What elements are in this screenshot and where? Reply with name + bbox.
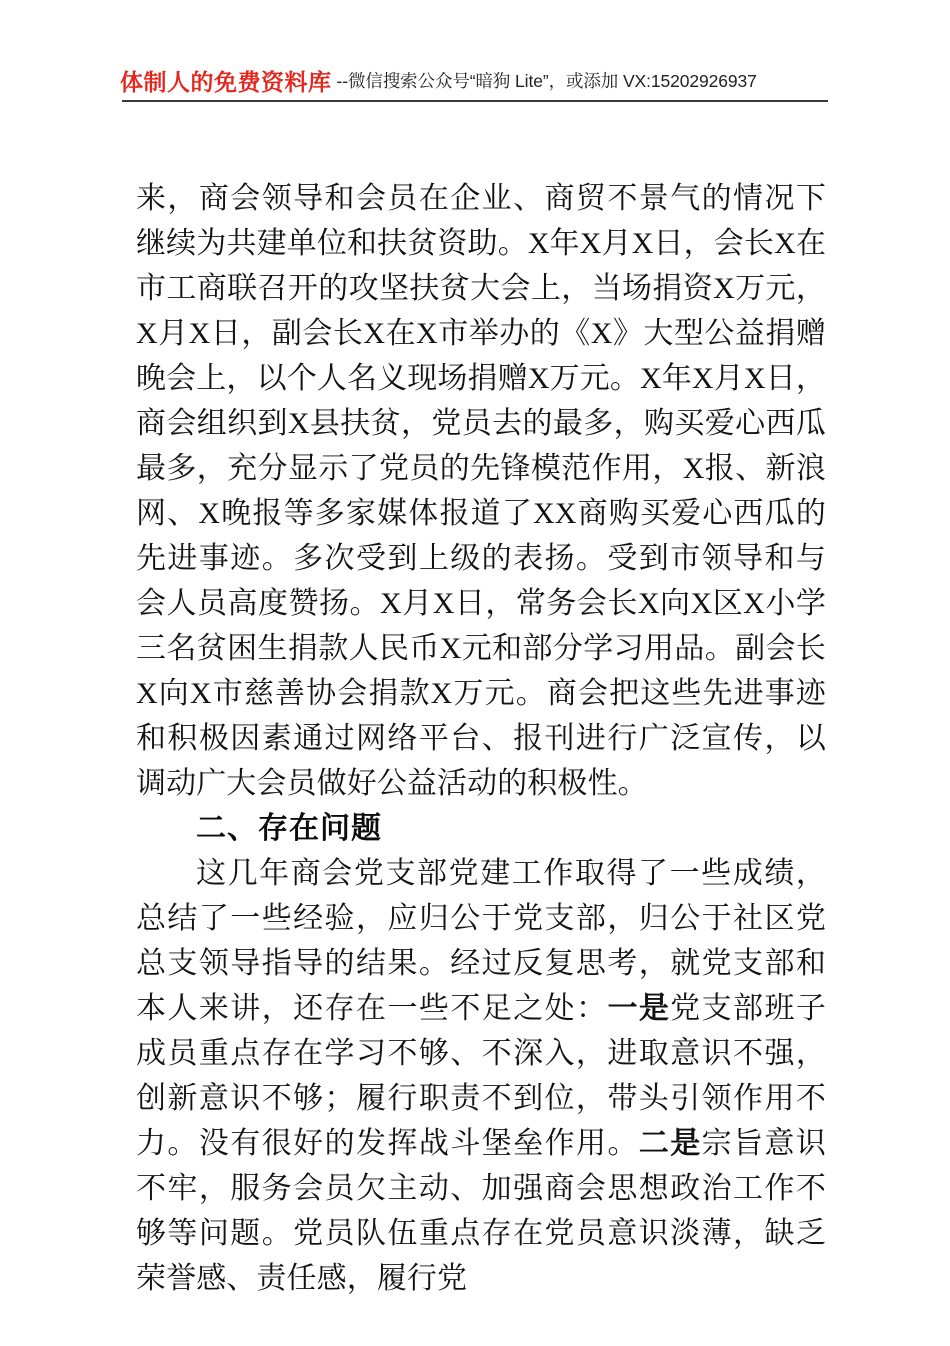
body-paragraph-1: 来，商会领导和会员在企业、商贸不景气的情况下继续为共建单位和扶贫资助。X年X月X日，会长X在市工商联召开的攻坚扶贫大会上，当场捐资X万元，X月X日，副会长X在X市举办的《X》大型公益捐赠晚会上，以个人名义现场捐赠X万元。X年X月X日，商会组织到X县扶贫，党员去的最多，购买爱心西瓜最多，充分显示了党员的先锋模范作用，X报、新浪网、X晚报等多家媒体报道了XX商购买爱心西瓜的先进事迹。多次受到上级的表扬。受到市领导和与会人员高度赞扬。X月X日，常务会长X向X区X小学三名贫困生捐款人民币X元和部分学习用品。副会长X向X市慈善协会捐款X万元。商会把这些先进事迹和积极因素通过网络平台、报刊进行广泛宣传，以调动广大会员做好公益活动的积极性。 [136, 182, 826, 800]
brand-label: 体制人的免费资料库 [120, 68, 332, 95]
paragraph-2-segment-2: 党支部班子成员重点存在学习不够、不深入，进取意识不强，创新意识不够；履行职责不到位，带头引领作用不力。没有很好的发挥战斗堡垒作用。 [136, 992, 827, 1160]
emphasis-first-point: 一是 [607, 992, 671, 1025]
promo-header [0, 58, 950, 102]
body-paragraph-2 [136, 851, 826, 1301]
promo-text: --微信搜索公众号“暗狗 Lite”，或添加 VX:15202926937 [336, 70, 757, 91]
document-body [136, 176, 826, 1301]
emphasis-second-point: 二是 [638, 1127, 702, 1160]
paragraph-2-segment-3: 宗旨意识不牢，服务会员欠主动、加强商会思想政治工作不够等问题。党员队伍重点存在党员意识淡薄，缺乏荣誉感、责任感，履行党 [136, 1127, 826, 1295]
section-heading-two: 二、存在问题 [196, 812, 382, 845]
header-divider [122, 100, 828, 102]
paragraph-2-segment-1: 这几年商会党支部党建工作取得了一些成绩，总结了一些经验，应归公于党支部，归公于社区党总支领导指导的结果。经过反复思考，就党支部和本人来讲，还存在一些不足之处： [136, 857, 826, 1025]
